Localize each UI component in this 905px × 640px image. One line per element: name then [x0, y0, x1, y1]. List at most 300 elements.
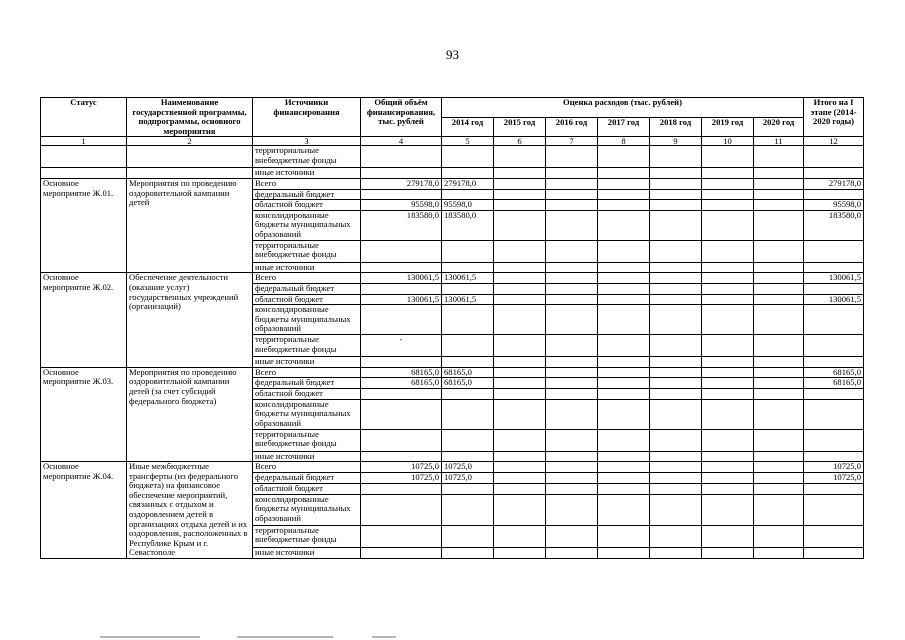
year-value-cell [546, 367, 598, 378]
year-value-cell [546, 429, 598, 451]
year-2014-value-cell: 130061,5 [442, 294, 494, 305]
page-number: 93 [446, 47, 459, 62]
header-year: 2014 год [442, 117, 494, 137]
header-total: Общий объём финансирования, тыс. рублей [361, 98, 442, 137]
value-cell [442, 168, 494, 179]
year-value-cell [546, 472, 598, 483]
year-value-cell [598, 305, 650, 335]
year-value-cell [598, 525, 650, 548]
total-value-cell [361, 548, 442, 559]
header-source: Источники финансирования [253, 98, 361, 137]
year-value-cell [494, 273, 546, 284]
year-value-cell [702, 548, 754, 559]
value-cell [650, 146, 702, 168]
total-value-cell: 68165,0 [361, 367, 442, 378]
source-cell: иные источники [253, 357, 361, 368]
total-value-cell [361, 525, 442, 548]
column-number: 4 [361, 137, 442, 146]
source-cell: Всего [253, 462, 361, 473]
stage-total-value-cell [804, 451, 864, 462]
stage-total-value-cell: 183580,0 [804, 210, 864, 240]
year-value-cell [546, 178, 598, 189]
total-value-cell: 10725,0 [361, 472, 442, 483]
column-number: 10 [702, 137, 754, 146]
year-value-cell [650, 483, 702, 494]
source-cell: территориальные внебюджетные фонды [253, 525, 361, 548]
column-number: 1 [41, 137, 127, 146]
year-value-cell [702, 525, 754, 548]
year-2014-value-cell [442, 483, 494, 494]
year-2014-value-cell [442, 451, 494, 462]
stage-total-value-cell [804, 483, 864, 494]
measure-name-cell: Иные межбюджетные трансферты (из федерального бюджета) на финансовое обеспечение мероприятий, связанных с отдыхом и оздоровлением детей в организациях отдыха детей и их оздоровления, расположенных в Республике Крым и г. Севастополе [127, 462, 253, 559]
year-value-cell [650, 178, 702, 189]
year-value-cell [598, 283, 650, 294]
source-cell: Всего [253, 367, 361, 378]
year-value-cell [702, 273, 754, 284]
year-value-cell [494, 335, 546, 357]
stage-total-value-cell [804, 399, 864, 429]
table-row [41, 462, 864, 473]
status-cell: Основное мероприятие Ж.03. [41, 367, 127, 461]
source-cell: консолидированные бюджеты муниципальных образований [253, 399, 361, 429]
year-value-cell [650, 200, 702, 211]
source-cell: федеральный бюджет [253, 283, 361, 294]
year-value-cell [546, 494, 598, 525]
year-value-cell [650, 472, 702, 483]
stage-total-value-cell [804, 388, 864, 399]
source-cell: иные источники [253, 168, 361, 179]
year-value-cell [702, 462, 754, 473]
year-value-cell [598, 273, 650, 284]
value-cell [754, 146, 804, 168]
year-2014-value-cell: 10725,0 [442, 462, 494, 473]
year-value-cell [546, 189, 598, 200]
year-2014-value-cell: 279178,0 [442, 178, 494, 189]
year-2014-value-cell [442, 548, 494, 559]
year-value-cell [754, 200, 804, 211]
column-number: 7 [546, 137, 598, 146]
year-value-cell [494, 462, 546, 473]
value-cell [804, 146, 864, 168]
source-cell: территориальные внебюджетные фонды [253, 240, 361, 262]
year-value-cell [598, 451, 650, 462]
value-cell [546, 146, 598, 168]
year-value-cell [650, 210, 702, 240]
year-value-cell [702, 262, 754, 273]
year-value-cell [702, 472, 754, 483]
header-year: 2018 год [650, 117, 702, 137]
year-value-cell [754, 378, 804, 389]
table-row [41, 273, 864, 284]
year-value-cell [702, 378, 754, 389]
year-value-cell [702, 357, 754, 368]
total-value-cell: 130061,5 [361, 273, 442, 284]
year-value-cell [494, 189, 546, 200]
year-value-cell [546, 335, 598, 357]
total-value-cell [361, 399, 442, 429]
year-value-cell [494, 240, 546, 262]
year-value-cell [754, 548, 804, 559]
year-value-cell [754, 462, 804, 473]
year-2014-value-cell [442, 283, 494, 294]
year-value-cell [598, 494, 650, 525]
year-value-cell [598, 462, 650, 473]
year-value-cell [702, 178, 754, 189]
source-cell: консолидированные бюджеты муниципальных образований [253, 210, 361, 240]
year-value-cell [598, 399, 650, 429]
stage-total-value-cell [804, 335, 864, 357]
column-number: 12 [804, 137, 864, 146]
source-cell: территориальные внебюджетные фонды [253, 429, 361, 451]
year-2014-value-cell [442, 240, 494, 262]
year-value-cell [650, 283, 702, 294]
year-value-cell [650, 494, 702, 525]
table-row [41, 146, 864, 168]
year-value-cell [546, 483, 598, 494]
total-value-cell: 68165,0 [361, 378, 442, 389]
header-year: 2015 год [494, 117, 546, 137]
source-cell: федеральный бюджет [253, 189, 361, 200]
year-value-cell [494, 367, 546, 378]
status-cell: Основное мероприятие Ж.02. [41, 273, 127, 367]
status-cell: Основное мероприятие Ж.01. [41, 178, 127, 272]
year-value-cell [494, 472, 546, 483]
year-value-cell [546, 399, 598, 429]
year-value-cell [650, 305, 702, 335]
year-value-cell [702, 399, 754, 429]
source-cell: областной бюджет [253, 294, 361, 305]
year-value-cell [494, 262, 546, 273]
status-cell [41, 146, 127, 168]
total-value-cell [361, 305, 442, 335]
year-2014-value-cell: 130061,5 [442, 273, 494, 284]
value-cell [442, 146, 494, 168]
header-year: 2020 год [754, 117, 804, 137]
year-2014-value-cell [442, 189, 494, 200]
total-value-cell: 183580,0 [361, 210, 442, 240]
year-value-cell [546, 388, 598, 399]
source-cell: областной бюджет [253, 483, 361, 494]
year-2014-value-cell [442, 305, 494, 335]
total-value-cell: 95598,0 [361, 200, 442, 211]
year-2014-value-cell [442, 335, 494, 357]
stage-total-value-cell [804, 240, 864, 262]
name-cell [127, 168, 253, 179]
value-cell [754, 168, 804, 179]
scan-edge-mark [372, 636, 396, 638]
year-value-cell [546, 378, 598, 389]
stage-total-value-cell: 68165,0 [804, 378, 864, 389]
year-value-cell [598, 240, 650, 262]
stage-total-value-cell: 130061,5 [804, 273, 864, 284]
stage-total-value-cell: 10725,0 [804, 462, 864, 473]
year-value-cell [754, 388, 804, 399]
year-value-cell [598, 378, 650, 389]
year-value-cell [598, 367, 650, 378]
year-value-cell [598, 388, 650, 399]
value-cell [361, 168, 442, 179]
stage-total-value-cell [804, 262, 864, 273]
year-value-cell [650, 525, 702, 548]
year-2014-value-cell [442, 525, 494, 548]
year-value-cell [754, 335, 804, 357]
year-value-cell [702, 494, 754, 525]
year-value-cell [702, 240, 754, 262]
year-value-cell [494, 357, 546, 368]
year-value-cell [546, 240, 598, 262]
stage-total-value-cell [804, 525, 864, 548]
year-value-cell [494, 378, 546, 389]
year-value-cell [702, 294, 754, 305]
total-value-cell [361, 494, 442, 525]
stage-total-value-cell: 10725,0 [804, 472, 864, 483]
year-value-cell [650, 294, 702, 305]
value-cell [702, 146, 754, 168]
year-value-cell [598, 200, 650, 211]
year-value-cell [546, 357, 598, 368]
measure-name-cell: Мероприятия по проведению оздоровительной кампании детей (за счет субсидий федерального бюджета) [127, 367, 253, 461]
year-value-cell [598, 472, 650, 483]
source-cell: консолидированные бюджеты муниципальных образований [253, 305, 361, 335]
table-body [41, 146, 864, 559]
stage-total-value-cell [804, 283, 864, 294]
year-value-cell [650, 367, 702, 378]
total-value-cell [361, 388, 442, 399]
stage-total-value-cell: 130061,5 [804, 294, 864, 305]
total-value-cell [361, 357, 442, 368]
stage-total-value-cell [804, 305, 864, 335]
year-value-cell [650, 388, 702, 399]
year-value-cell [754, 210, 804, 240]
year-value-cell [494, 494, 546, 525]
header-stage-total: Итого на I этапе (2014-2020 годы) [804, 98, 864, 137]
year-value-cell [702, 451, 754, 462]
column-number: 3 [253, 137, 361, 146]
total-value-cell [361, 429, 442, 451]
year-value-cell [494, 388, 546, 399]
value-cell [598, 168, 650, 179]
year-value-cell [754, 189, 804, 200]
total-value-cell: - [361, 335, 442, 357]
year-value-cell [702, 283, 754, 294]
total-value-cell [361, 451, 442, 462]
header-year: 2019 год [702, 117, 754, 137]
column-number: 6 [494, 137, 546, 146]
header-year: 2016 год [546, 117, 598, 137]
stage-total-value-cell [804, 494, 864, 525]
year-value-cell [494, 399, 546, 429]
year-value-cell [754, 283, 804, 294]
year-value-cell [494, 429, 546, 451]
year-value-cell [754, 305, 804, 335]
stage-total-value-cell [804, 189, 864, 200]
year-value-cell [650, 262, 702, 273]
year-2014-value-cell: 68165,0 [442, 367, 494, 378]
year-value-cell [546, 294, 598, 305]
year-value-cell [546, 525, 598, 548]
year-value-cell [598, 189, 650, 200]
year-value-cell [494, 451, 546, 462]
total-value-cell [361, 189, 442, 200]
table-row [41, 178, 864, 189]
year-value-cell [546, 548, 598, 559]
year-value-cell [702, 200, 754, 211]
year-value-cell [598, 294, 650, 305]
year-value-cell [494, 548, 546, 559]
year-value-cell [546, 462, 598, 473]
header-year: 2017 год [598, 117, 650, 137]
source-cell: территориальные внебюджетные фонды [253, 146, 361, 168]
year-value-cell [650, 429, 702, 451]
total-value-cell: 279178,0 [361, 178, 442, 189]
year-value-cell [754, 525, 804, 548]
source-cell: иные источники [253, 262, 361, 273]
year-2014-value-cell [442, 399, 494, 429]
year-value-cell [546, 262, 598, 273]
measure-name-cell: Обеспечение деятельности (оказание услуг) государственных учреждений (организаций) [127, 273, 253, 367]
year-value-cell [650, 548, 702, 559]
year-2014-value-cell [442, 494, 494, 525]
status-cell: Основное мероприятие Ж.04. [41, 462, 127, 559]
year-value-cell [546, 305, 598, 335]
column-number: 2 [127, 137, 253, 146]
year-value-cell [754, 483, 804, 494]
year-value-cell [494, 294, 546, 305]
year-value-cell [546, 283, 598, 294]
value-cell [494, 146, 546, 168]
year-value-cell [494, 178, 546, 189]
year-value-cell [754, 399, 804, 429]
source-cell: федеральный бюджет [253, 378, 361, 389]
total-value-cell [361, 483, 442, 494]
year-value-cell [650, 335, 702, 357]
year-value-cell [598, 483, 650, 494]
year-value-cell [650, 357, 702, 368]
stage-total-value-cell [804, 548, 864, 559]
year-value-cell [754, 451, 804, 462]
year-value-cell [754, 273, 804, 284]
year-value-cell [598, 548, 650, 559]
year-value-cell [754, 494, 804, 525]
value-cell [546, 168, 598, 179]
value-cell [361, 146, 442, 168]
name-cell [127, 146, 253, 168]
year-value-cell [494, 305, 546, 335]
stage-total-value-cell: 279178,0 [804, 178, 864, 189]
stage-total-value-cell [804, 429, 864, 451]
year-value-cell [598, 429, 650, 451]
column-number: 9 [650, 137, 702, 146]
year-value-cell [598, 335, 650, 357]
year-value-cell [702, 305, 754, 335]
year-value-cell [494, 483, 546, 494]
value-cell [598, 146, 650, 168]
source-cell: иные источники [253, 451, 361, 462]
source-cell: областной бюджет [253, 388, 361, 399]
year-value-cell [702, 429, 754, 451]
year-value-cell [702, 483, 754, 494]
year-value-cell [754, 429, 804, 451]
year-value-cell [754, 294, 804, 305]
total-value-cell [361, 240, 442, 262]
column-number: 11 [754, 137, 804, 146]
header-status: Статус [41, 98, 127, 137]
measure-name-cell: Мероприятия по проведению оздоровительной кампании детей [127, 178, 253, 272]
total-value-cell [361, 283, 442, 294]
year-value-cell [702, 335, 754, 357]
year-value-cell [650, 451, 702, 462]
header-name: Наименование государственной программы, подпрограммы, основного мероприятия [127, 98, 253, 137]
year-value-cell [650, 378, 702, 389]
year-2014-value-cell [442, 262, 494, 273]
column-number: 8 [598, 137, 650, 146]
year-value-cell [650, 240, 702, 262]
year-value-cell [598, 357, 650, 368]
year-value-cell [754, 240, 804, 262]
year-2014-value-cell: 10725,0 [442, 472, 494, 483]
scan-edge-mark [237, 636, 333, 638]
header-estimate: Оценка расходов (тыс. рублей) [442, 98, 804, 118]
source-cell: иные источники [253, 548, 361, 559]
financing-table [40, 97, 864, 559]
scan-edge-mark [100, 636, 200, 638]
year-value-cell [650, 273, 702, 284]
value-cell [650, 168, 702, 179]
source-cell: Всего [253, 273, 361, 284]
source-cell: Всего [253, 178, 361, 189]
total-value-cell: 10725,0 [361, 462, 442, 473]
total-value-cell [361, 262, 442, 273]
value-cell [494, 168, 546, 179]
year-value-cell [598, 210, 650, 240]
stage-total-value-cell: 68165,0 [804, 367, 864, 378]
column-number: 5 [442, 137, 494, 146]
stage-total-value-cell [804, 357, 864, 368]
year-value-cell [754, 357, 804, 368]
year-2014-value-cell: 183580,0 [442, 210, 494, 240]
year-value-cell [546, 210, 598, 240]
year-value-cell [754, 178, 804, 189]
table-row [41, 168, 864, 179]
year-value-cell [702, 367, 754, 378]
table-row [41, 367, 864, 378]
year-value-cell [494, 200, 546, 211]
year-value-cell [546, 273, 598, 284]
year-2014-value-cell: 95598,0 [442, 200, 494, 211]
year-value-cell [754, 472, 804, 483]
year-2014-value-cell [442, 357, 494, 368]
year-value-cell [546, 451, 598, 462]
year-2014-value-cell [442, 429, 494, 451]
total-value-cell: 130061,5 [361, 294, 442, 305]
year-value-cell [702, 210, 754, 240]
year-value-cell [754, 367, 804, 378]
year-value-cell [650, 399, 702, 429]
source-cell: областной бюджет [253, 200, 361, 211]
year-value-cell [598, 178, 650, 189]
value-cell [702, 168, 754, 179]
year-2014-value-cell: 68165,0 [442, 378, 494, 389]
stage-total-value-cell: 95598,0 [804, 200, 864, 211]
year-2014-value-cell [442, 388, 494, 399]
year-value-cell [598, 262, 650, 273]
year-value-cell [754, 262, 804, 273]
status-cell [41, 168, 127, 179]
year-value-cell [702, 388, 754, 399]
source-cell: федеральный бюджет [253, 472, 361, 483]
value-cell [804, 168, 864, 179]
